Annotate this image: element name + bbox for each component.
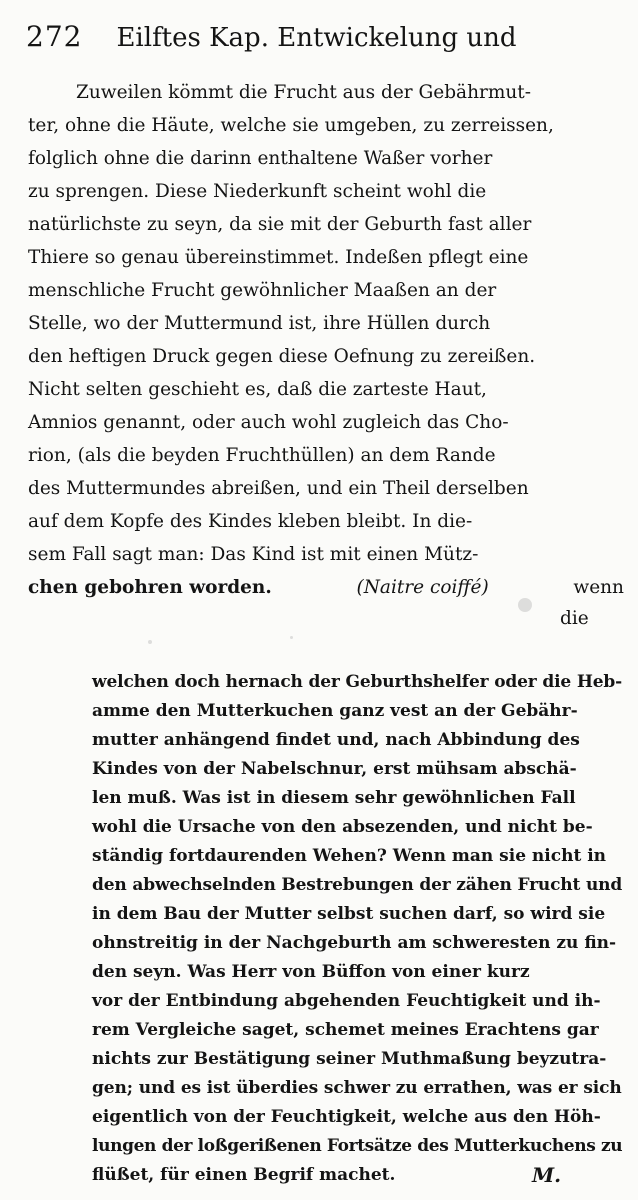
footnote-line: flüßet, für einen Begrif machet.	[92, 1165, 396, 1185]
text-line: auf dem Kopfe des Kindes kleben bleibt. In die-	[28, 511, 473, 532]
text-line: Thiere so genau übereinstimmet. Indeßen pflegt eine	[28, 247, 529, 268]
text-line: Zuweilen kömmt die Frucht aus der Gebährmut-	[76, 82, 531, 103]
footnote-line: nichts zur Bestätigung seiner Muthmaßung beyzutra-	[92, 1049, 607, 1069]
text-line: ter, ohne die Häute, welche sie umgeben, zu zerreissen,	[28, 115, 554, 136]
footnote-line: in dem Bau der Mutter selbst suchen darf, so wird sie	[92, 904, 606, 924]
footnote-line: gen; und es ist überdies schwer zu errathen, was er sich	[92, 1078, 622, 1098]
text-line: Stelle, wo der Muttermund ist, ihre Hüllen durch	[28, 313, 491, 334]
text-line: menschliche Frucht gewöhnlicher Maaßen an der	[28, 280, 497, 301]
footnote-line: mutter anhängend findet und, nach Abbindung des	[92, 730, 580, 750]
running-title: Eilftes Kap. Entwickelung und	[116, 23, 517, 53]
text-line: zu sprengen. Diese Niederkunft scheint wohl die	[28, 181, 487, 202]
catchword: die	[560, 608, 589, 629]
french-gloss: (Naitre coiffé)	[356, 577, 489, 598]
running-header	[26, 14, 606, 60]
footnote-line: den seyn. Was Herr von Büffon von einer kurz	[92, 962, 530, 982]
footnote-line: wohl die Ursache von den absezenden, und nicht be-	[92, 817, 593, 837]
footnote-line: ohnstreitig in der Nachgeburth am schweresten zu fin-	[92, 933, 617, 953]
emphasised-phrase: chen gebohren worden.	[28, 577, 272, 598]
footnote-line: ständig fortdaurenden Wehen? Wenn man sie nicht in	[92, 846, 607, 866]
paper-speck	[518, 598, 532, 612]
text-line: Amnios genannt, oder auch wohl zugleich das Cho-	[28, 412, 509, 433]
text-line: natürlichste zu seyn, da sie mit der Geburth fast aller	[28, 214, 532, 235]
text-line: Nicht selten geschieht es, daß die zarteste Haut,	[28, 379, 487, 400]
text-line: sem Fall sagt man: Das Kind ist mit einen Mütz-	[28, 544, 479, 565]
footnote-line: amme den Mutterkuchen ganz vest an der Gebähr-	[92, 701, 578, 721]
text-line: des Muttermundes abreißen, und ein Theil derselben	[28, 478, 529, 499]
text-line: rion, (als die beyden Fruchthüllen) an dem Rande	[28, 445, 496, 466]
footnote-line: welchen doch hernach der Geburthshelfer oder die Heb-	[92, 672, 623, 692]
paper-speck	[290, 636, 293, 639]
footnote-line: lungen der loßgerißenen Fortsätze des Mutterkuchens zu	[92, 1136, 623, 1156]
footnote-line: Kindes von der Nabelschnur, erst mühsam abschä-	[92, 759, 577, 779]
text-line: folglich ohne die darinn enthaltene Waßer vorher	[28, 148, 493, 169]
footnote-line: rem Vergleiche saget, schemet meines Erachtens gar	[92, 1020, 599, 1040]
text-word: wenn	[573, 577, 624, 598]
footnote-line: len muß. Was ist in diesem sehr gewöhnlichen Fall	[92, 788, 576, 808]
footnote-line: vor der Entbindung abgehenden Feuchtigkeit und ih-	[92, 991, 601, 1011]
footnote-line: den abwechselnden Bestrebungen der zähen Frucht und	[92, 875, 623, 895]
paper-speck	[148, 640, 152, 644]
text-line	[28, 571, 624, 604]
footnote-line: eigentlich von der Feuchtigkeit, welche aus den Höh-	[92, 1107, 601, 1127]
footnote-signature: M.	[532, 1163, 562, 1187]
page-number: 272	[26, 20, 83, 53]
text-line: den heftigen Druck gegen diese Oefnung zu zereißen.	[28, 346, 536, 367]
